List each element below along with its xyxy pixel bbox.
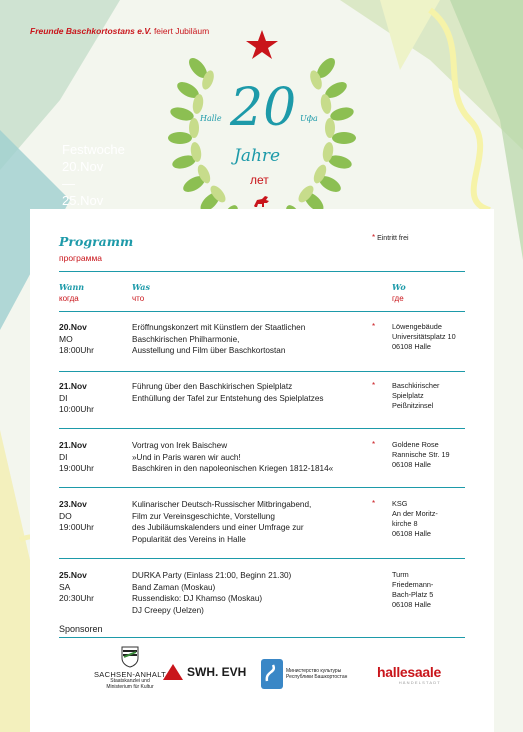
event-time: 20:30Uhr xyxy=(59,593,94,603)
emblem-left-word: Halle xyxy=(200,114,222,123)
sachsen-anhalt-logo xyxy=(85,646,175,690)
event-when xyxy=(59,381,94,416)
event-date: 21.Nov xyxy=(59,440,87,450)
event-day: DI xyxy=(59,451,68,462)
festwoche-end: 25.Nov xyxy=(62,193,104,208)
emblem-jahre: Jahre xyxy=(234,146,281,166)
festwoche-dash: — xyxy=(62,176,75,191)
divider xyxy=(59,271,465,272)
ministry-culture-logo xyxy=(261,659,347,689)
event-day: DI xyxy=(59,392,68,403)
event-day: DO xyxy=(59,510,72,521)
program-title-ru: программа xyxy=(59,253,103,263)
star-icon: * xyxy=(372,233,376,242)
event-when xyxy=(59,499,94,534)
event-row xyxy=(59,570,465,620)
event-row xyxy=(59,381,465,431)
swh-evh-logo xyxy=(163,664,246,680)
sponsors-title: Sponsoren xyxy=(59,624,103,634)
column-what-ru: что xyxy=(132,294,145,303)
column-where: Wo xyxy=(392,282,406,292)
column-when: Wann xyxy=(59,282,85,292)
star-icon: * xyxy=(372,499,376,508)
hallesaale-sub: HÄNDELSTADT xyxy=(398,680,441,685)
horse-icon xyxy=(252,194,272,210)
event-date: 23.Nov xyxy=(59,499,87,509)
hallesaale-logo xyxy=(377,664,441,685)
star-icon: * xyxy=(372,381,376,390)
ministry-name: Министерство культуры Республики Башкортостан xyxy=(286,668,348,680)
event-description: Vortrag von Irek Baischew »Und in Paris waren wir auch! Baschkiren in den napoleonischen Kriegen 1812-1814« xyxy=(132,441,334,473)
event-time: 18:00Uhr xyxy=(59,345,94,355)
program-title: Programm xyxy=(59,234,134,249)
divider xyxy=(59,428,465,429)
event-day: MO xyxy=(59,333,73,344)
hallesaale-name: hallesaale xyxy=(377,664,441,680)
event-location: Goldene Rose Rannische Str. 19 06108 Halle xyxy=(392,440,450,469)
event-day: SA xyxy=(59,581,71,592)
swh-evh-name: SWH. EVH xyxy=(187,665,247,679)
star-icon: * xyxy=(372,440,376,449)
divider xyxy=(59,311,465,312)
event-description: Eröffnungskonzert mit Künstlern der Staatlichen Baschkirischen Philharmonie, Ausstellung und Film über Baschkortostan xyxy=(132,323,306,355)
event-description: Führung über den Baschkirischen Spielplatz Enthüllung der Tafel zur Entstehung des Spielplatzes xyxy=(132,382,324,403)
event-row xyxy=(59,322,465,372)
event-when xyxy=(59,440,94,475)
coat-of-arms-icon xyxy=(121,646,139,668)
divider xyxy=(59,637,465,638)
divider xyxy=(59,558,465,559)
event-date: 20.Nov xyxy=(59,322,87,332)
event-date: 21.Nov xyxy=(59,381,87,391)
entry-note-text: Eintritt frei xyxy=(377,235,409,242)
column-where-ru: где xyxy=(392,294,404,303)
event-description: DURKA Party (Einlass 21:00, Beginn 21.30) Band Zaman (Moskau) Russendisko: DJ Khamso (Moskau) DJ Creepy (Uelzen) xyxy=(132,571,292,615)
event-time: 19:00Uhr xyxy=(59,522,94,532)
divider xyxy=(59,371,465,372)
event-time: 19:00Uhr xyxy=(59,463,94,473)
header-tagline: feiert Jubiläum xyxy=(153,26,210,36)
event-time: 10:00Uhr xyxy=(59,404,94,414)
festwoche-start: 20.Nov xyxy=(62,159,104,174)
festwoche-label: Festwoche xyxy=(62,142,125,157)
ministry-emblem-icon xyxy=(261,659,283,689)
organization-name: Freunde Baschkortostans e.V. xyxy=(30,26,152,36)
column-when-ru: когда xyxy=(59,294,79,303)
event-location: KSG An der Moritz- kirche 8 06108 Halle xyxy=(392,499,438,538)
sachsen-anhalt-name: SACHSEN-ANHALT xyxy=(94,670,166,679)
event-row xyxy=(59,440,465,490)
event-when xyxy=(59,322,94,357)
festwoche-block xyxy=(62,141,125,209)
event-location: Löwengebäude Universitätsplatz 10 06108 Halle xyxy=(392,322,456,351)
event-row xyxy=(59,499,465,559)
event-description: Kulinarischer Deutsch-Russischer Mitbringabend, Film zur Vereinsgeschichte, Vorstellung des Jubiläumskalenders und einer Umfrage zur Popularität des Vereins in Halle xyxy=(132,500,312,544)
column-what: Was xyxy=(132,282,150,292)
swh-triangle-icon xyxy=(163,664,183,680)
sachsen-anhalt-sub: Staatskanzlei und Ministerium für Kultur xyxy=(106,678,154,690)
star-icon: * xyxy=(372,322,376,331)
emblem-number: 20 xyxy=(230,78,297,138)
event-date: 25.Nov xyxy=(59,570,87,580)
emblem-let: лет xyxy=(250,173,269,187)
event-location: Turm Friedemann- Bach-Platz 5 06108 Halle xyxy=(392,570,434,609)
entry-note xyxy=(372,233,409,242)
event-location: Baschkirischer Spielplatz Peißnitzinsel xyxy=(392,381,440,410)
event-when xyxy=(59,570,94,605)
sponsor-logos xyxy=(59,646,465,706)
divider xyxy=(59,487,465,488)
emblem-right-word: Uфa xyxy=(300,114,318,123)
